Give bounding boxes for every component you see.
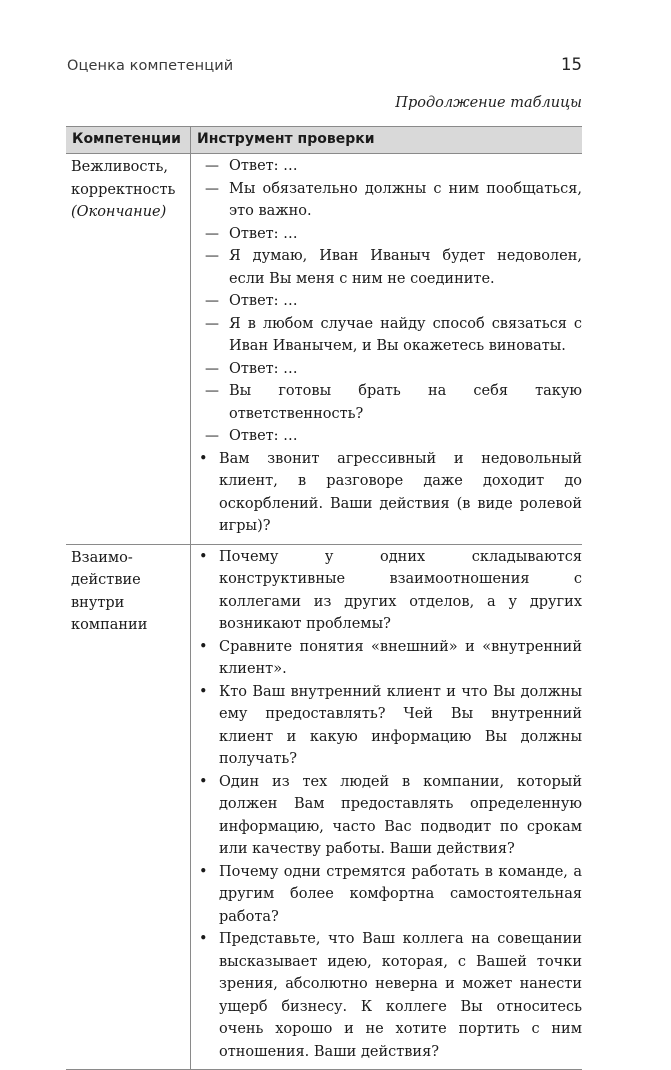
item-text: Сравните понятия «внешний» и «внутренний клиент». [219,638,582,677]
competency-note: (Окончание) [71,204,167,220]
dialogue-line [205,425,582,448]
dialogue-line [205,223,582,246]
dash-marker: — [205,383,219,399]
bullet-item [199,771,582,861]
competency-cell [66,154,191,544]
dash-marker: — [205,293,219,309]
bullet-item [199,448,582,538]
item-text: Мы обязательно должны с ним пообщаться, это важно. [229,180,582,219]
item-text: Ответ: … [229,158,298,174]
dash-marker: — [205,315,219,332]
bullet-marker: • [199,931,208,947]
dash-marker: — [205,158,219,174]
bullet-item [199,861,582,929]
dialogue-line [205,290,582,313]
table-row [66,545,582,1070]
competency-cell [66,545,191,1070]
bullet-item [199,681,582,771]
dialogue-line [205,358,582,381]
running-head: Оценка компетенций [67,58,234,74]
item-text: Я думаю, Иван Иваныч будет недоволен, если Вы меня с ним не соедините. [229,248,582,287]
bullet-marker: • [199,450,208,467]
bullet-marker: • [199,683,208,700]
item-text: Ответ: … [229,428,298,444]
item-text: Ответ: … [229,293,298,309]
item-text: Вам звонит агрессивный и недовольный клиент, в разговоре даже доходит до оскорблений. Ваши действия (в виде ролевой игры)? [219,450,582,534]
dialogue-line [205,155,582,178]
item-text: Вы готовы брать на себя такую ответственность? [229,383,582,422]
item-text: Представьте, что Ваш коллега на совещании высказывает идею, которая, с Вашей точки зрения, абсолютно неверна и может нанести ущерб бизнесу. К коллеге Вы относитесь очень хорошо и не хотите портить с ним отношения. Ваши действия? [219,931,582,1060]
continuation-note: Продолжение таблицы [395,95,582,111]
dialogue-line [205,178,582,223]
competency-name-line: действие [71,572,141,588]
table-header [66,127,582,153]
item-text: Почему у одних складываются конструктивные взаимоотношения с коллегами из других отделов, а у других возникают проблемы? [219,548,582,632]
dash-marker: — [205,225,219,242]
bullet-item [199,636,582,681]
dash-marker: — [205,360,219,377]
instrument-cell [191,154,582,544]
instrument-cell [191,545,582,1070]
competency-name-line: Вежливость, [71,159,168,175]
dialogue-line [205,245,582,290]
bullet-item [199,928,582,1063]
item-text: Ответ: … [229,360,298,377]
bullet-marker: • [199,548,208,565]
dialogue-line [205,313,582,358]
item-text: Я в любом случае найду способ связаться с Иван Иванычем, и Вы окажетесь виноваты. [229,315,582,354]
competency-name-line: внутри [71,594,125,611]
competency-name-line: Взаимо- [71,549,133,566]
dash-marker: — [205,428,219,444]
competency-name-line: корректность [71,181,176,198]
header-competencies: Компетенции [66,127,191,153]
bullet-marker: • [199,773,208,790]
item-text: Ответ: … [229,225,298,242]
header-instrument: Инструмент проверки [197,131,375,147]
item-text: Почему одни стремятся работать в команде, а другим более комфортна самостоятельная работа? [219,863,582,925]
item-text: Один из тех людей в компании, который должен Вам предоставлять определенную информацию, часто Вас подводит по срокам или качеству работы. Ваши действия? [219,773,582,857]
bullet-marker: • [199,638,208,655]
page-number: 15 [561,55,582,74]
item-text: Кто Ваш внутренний клиент и что Вы должны ему предоставлять? Чей Вы внутренний клиент и какую информацию Вы должны получать? [219,683,582,767]
dash-marker: — [205,248,219,264]
competency-name-line: компании [71,617,148,633]
bullet-marker: • [199,863,208,880]
competency-table [66,126,582,1070]
table-row [66,154,582,544]
bullet-item [199,546,582,636]
dialogue-line [205,380,582,425]
dash-marker: — [205,180,219,197]
